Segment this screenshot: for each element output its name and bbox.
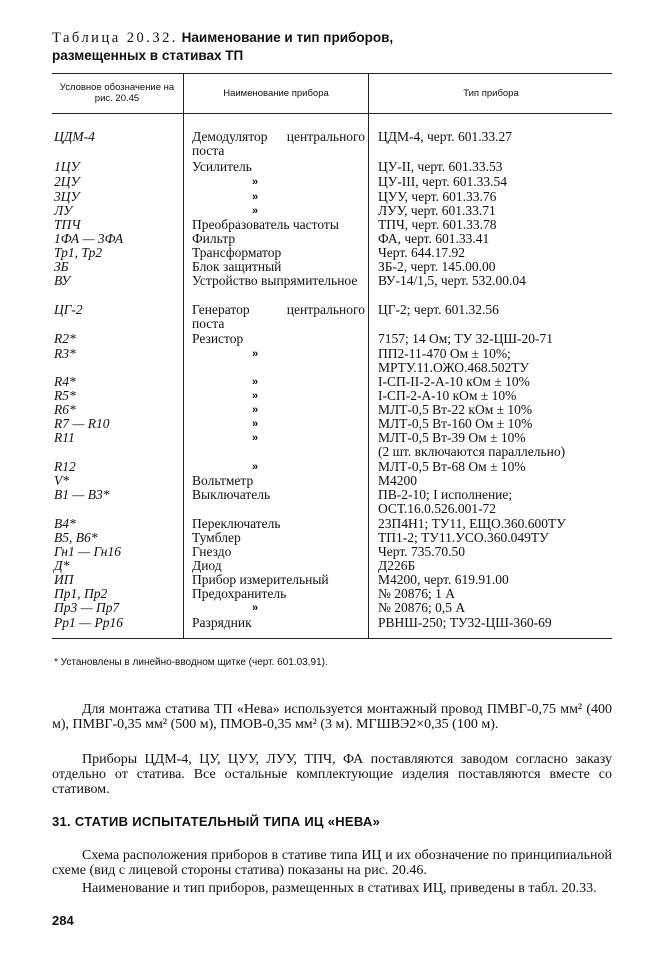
table-label: Таблица 20.32.	[52, 30, 179, 46]
cell-designation: ЛУ	[54, 203, 73, 218]
table-top-rule	[52, 73, 612, 74]
cell-name: Фильтр	[192, 231, 236, 246]
cell-type: ЛУУ, черт. 601.33.71	[378, 203, 496, 218]
cell-name: Трансформатор	[192, 245, 282, 260]
cell-type: ЦУ-II, черт. 601.33.53	[378, 159, 503, 174]
ditto-mark: »	[252, 376, 259, 388]
cell-name: Устройство выпрямительное	[192, 273, 358, 288]
cell-type: 7157; 14 Ом; ТУ 32-ЦШ-20-71	[378, 331, 553, 346]
cell-type: I-СП-2-А-10 кОм ± 10%	[378, 388, 517, 403]
table-column-divider	[183, 73, 184, 638]
ditto-mark: »	[252, 461, 259, 473]
body-paragraph: Схема расположения приборов в стативе типа ИЦ и их обозначение по принципиальной схеме (вид с лицевой стороны статива) показаны на рис. 20.46.	[52, 848, 612, 878]
cell-designation: ЦГ-2	[54, 302, 83, 317]
ditto-mark: »	[252, 348, 259, 360]
table-title-line2: размещенных в стативах ТП	[52, 48, 244, 63]
cell-type: МЛТ-0,5 Вт-68 Ом ± 10%	[378, 459, 526, 474]
column-header-designation: Условное обозначение на рис. 20.45	[59, 82, 175, 104]
cell-type: ФА, черт. 601.33.41	[378, 231, 490, 246]
ditto-mark: »	[252, 191, 259, 203]
ditto-mark: »	[252, 418, 259, 430]
cell-name: Выключатель	[192, 487, 271, 502]
cell-type-multiline	[378, 347, 529, 375]
cell-type: ЦУ-III, черт. 601.33.54	[378, 174, 508, 189]
cell-designation: Пр3 — Пр7	[54, 600, 120, 615]
cell-name: Тумблер	[192, 530, 241, 545]
cell-type: Черт. 644.17.92	[378, 245, 465, 260]
cell-designation: R12	[54, 459, 76, 474]
cell-type: МЛТ-0,5 Вт-160 Ом ± 10%	[378, 416, 533, 431]
cell-designation: Рр1 — Рр16	[54, 615, 123, 630]
cell-designation: R3*	[54, 346, 76, 361]
cell-name: Блок защитный	[192, 259, 282, 274]
cell-name: Предохранитель	[192, 586, 287, 601]
cell-designation: 2ЦУ	[54, 174, 80, 189]
cell-type: ВУ-14/1,5, черт. 532.00.04	[378, 273, 526, 288]
cell-type: ЗБ-2, черт. 145.00.00	[378, 259, 496, 274]
cell-name: Усилитель	[192, 159, 252, 174]
cell-designation: В1 — В3*	[54, 487, 110, 502]
cell-designation: В4*	[54, 516, 76, 531]
body-paragraph: Для монтажа статива ТП «Нева» используется монтажный провод ПМВГ-0,75 мм² (400 м), ПМВГ-0,35 мм² (500 м), ПМОВ-0,35 мм² (3 м). МГШВЭ2×0,35 (100 м).	[52, 702, 612, 732]
cell-name: Гнездо	[192, 544, 232, 559]
table-header-rule	[52, 113, 612, 114]
column-header-name: Наименование прибора	[223, 88, 329, 99]
cell-type-multiline	[378, 431, 565, 459]
cell-name: Переключатель	[192, 516, 281, 531]
cell-type: РВНШ-250; ТУ32-ЦШ-360-69	[378, 615, 552, 630]
cell-type: 23П4Н1; ТУ11, ЕЩО.360.600ТУ	[378, 516, 566, 531]
cell-type: МЛТ-0,5 Вт-39 Ом ± 10%	[378, 430, 526, 445]
cell-name: Преобразователь частоты	[192, 217, 339, 232]
cell-designation: Д*	[54, 558, 70, 573]
cell-type: ЦУУ, черт. 601.33.76	[378, 189, 497, 204]
cell-designation: R7 — R10	[54, 416, 110, 431]
cell-designation: V*	[54, 473, 69, 488]
body-paragraph: Наименование и тип приборов, размещенных в стативах ИЦ, приведены в табл. 20.33.	[82, 881, 597, 896]
ditto-mark: »	[252, 602, 259, 614]
cell-type: I-СП-II-2-А-10 кОм ± 10%	[378, 374, 530, 389]
cell-name: Вольтметр	[192, 473, 254, 488]
cell-type: М4200, черт. 619.91.00	[378, 572, 509, 587]
cell-designation: ИП	[54, 572, 74, 587]
cell-name: Демодулятор центрального поста	[192, 129, 365, 158]
cell-designation: 1ЦУ	[54, 159, 80, 174]
table-footnote: * Установлены в линейно-вводном щитке (черт. 601.03.91).	[54, 657, 328, 668]
ditto-mark: »	[252, 390, 259, 402]
cell-name: Диод	[192, 558, 222, 573]
cell-designation: ЗБ	[54, 259, 69, 274]
cell-type-multiline	[378, 488, 512, 516]
cell-type: Д226Б	[378, 558, 416, 573]
cell-designation: 1ФА — 3ФА	[54, 231, 124, 246]
cell-designation: Тр1, Тр2	[54, 245, 103, 260]
body-paragraph: Приборы ЦДМ-4, ЦУ, ЦУУ, ЛУУ, ТПЧ, ФА поставляются заводом согласно заказу отдельно от статива. Все остальные комплектующие изделия поставляются вместе со стативом.	[52, 752, 612, 797]
cell-designation: R6*	[54, 402, 76, 417]
page-number: 284	[52, 913, 74, 928]
cell-type: МЛТ-0,5 Вт-22 кОм ± 10%	[378, 402, 533, 417]
cell-designation: В5, В6*	[54, 530, 98, 545]
cell-designation: R11	[54, 430, 75, 445]
ditto-mark: »	[252, 205, 259, 217]
cell-type: М4200	[378, 473, 418, 488]
cell-type: ТП1-2; ТУ11.УСО.360.049ТУ	[378, 530, 549, 545]
table-caption	[52, 29, 612, 65]
table-title-line1: Наименование и тип приборов,	[181, 30, 394, 45]
cell-designation: R4*	[54, 374, 76, 389]
table-bottom-rule	[52, 638, 612, 639]
cell-designation: ТПЧ	[54, 217, 81, 232]
cell-designation: R5*	[54, 388, 76, 403]
cell-designation: ЦДМ-4	[54, 129, 95, 144]
cell-designation: Пр1, Пр2	[54, 586, 108, 601]
section-heading: 31. СТАТИВ ИСПЫТАТЕЛЬНЫЙ ТИПА ИЦ «НЕВА»	[52, 814, 381, 829]
cell-type: ЦДМ-4, черт. 601.33.27	[378, 129, 512, 144]
cell-name: Резистор	[192, 331, 244, 346]
cell-type: Черт. 735.70.50	[378, 544, 465, 559]
ditto-mark: »	[252, 404, 259, 416]
cell-name: Разрядник	[192, 615, 252, 630]
ditto-mark: »	[252, 432, 259, 444]
cell-type: № 20876; 0,5 А	[378, 600, 466, 615]
cell-type: № 20876; 1 А	[378, 586, 456, 601]
cell-name: Прибор измерительный	[192, 572, 329, 587]
ditto-mark: »	[252, 176, 259, 188]
cell-designation: 3ЦУ	[54, 189, 80, 204]
cell-type: ТПЧ, черт. 601.33.78	[378, 217, 497, 232]
cell-designation: Гн1 — Гн16	[54, 544, 121, 559]
cell-type: ПВ-2-10; I исполнение;	[378, 487, 513, 502]
cell-type: ПП2-11-470 Ом ± 10%;	[378, 346, 511, 361]
cell-type-continued: ОСТ.16.0.526.001-72	[378, 501, 497, 516]
cell-type-continued: МРТУ.11.ОЖО.468.502ТУ	[378, 360, 530, 375]
cell-name: Генератор центрального поста	[192, 302, 365, 331]
cell-type: ЦГ-2; черт. 601.32.56	[378, 302, 499, 317]
cell-type-continued: (2 шт. включаются параллельно)	[378, 444, 566, 459]
column-header-type: Тип прибора	[463, 88, 519, 99]
cell-designation: ВУ	[54, 273, 71, 288]
cell-designation: R2*	[54, 331, 76, 346]
